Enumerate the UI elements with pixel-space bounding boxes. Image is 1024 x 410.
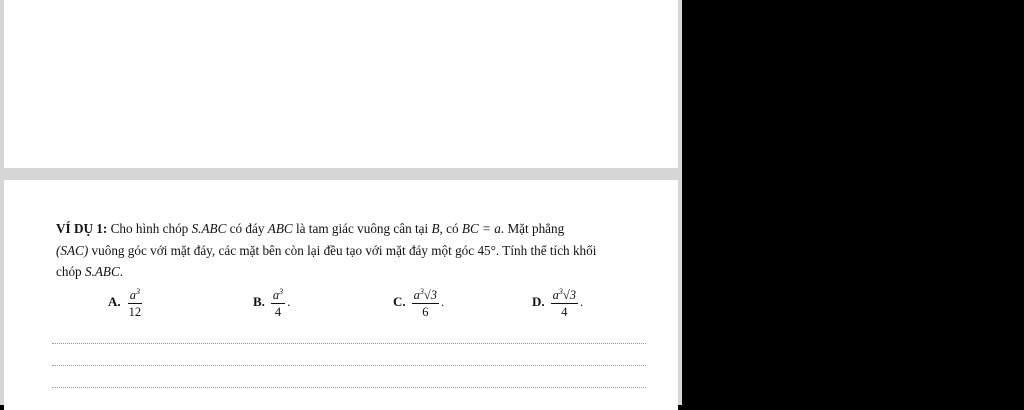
answer-fraction — [271, 284, 285, 320]
answer-line — [52, 343, 646, 344]
problem-text: vuông góc với mặt đáy, các mặt bên còn lại đều tạo với mặt đáy một góc — [88, 242, 478, 258]
exponent: 3 — [419, 287, 424, 296]
problem-label: VÍ DỤ 1: — [56, 221, 108, 236]
answer-letter: C. — [393, 294, 406, 310]
exponent: 3 — [136, 287, 141, 296]
denominator: 4 — [561, 305, 568, 320]
math-term: ABC — [267, 221, 293, 236]
math-term: S.ABC — [84, 264, 120, 279]
problem-text: . Tính thể tích khối — [495, 242, 597, 258]
black-panel — [682, 0, 1024, 405]
answer-fraction — [551, 284, 578, 320]
numerator-base: a — [413, 288, 420, 303]
math-term: S.ABC — [191, 221, 227, 236]
answer-end: . — [441, 294, 445, 310]
problem-text: là tam giác vuông cân tại — [292, 221, 432, 236]
problem-text: Cho hình chóp — [110, 221, 192, 236]
problem-text: chóp — [56, 264, 85, 279]
problem-text: . Mặt phẳng — [500, 221, 565, 236]
problem-text: , có — [439, 221, 462, 236]
answer-fraction — [412, 284, 439, 320]
answer-end: . — [580, 294, 584, 310]
answer-end: . — [287, 294, 291, 310]
previous-page — [4, 0, 678, 168]
answer-option-b[interactable] — [253, 284, 290, 320]
answer-choices — [108, 284, 628, 330]
answer-line — [52, 365, 646, 366]
square-root: √3 — [562, 288, 577, 303]
numerator-base: a — [552, 288, 559, 303]
exponent: 3 — [558, 287, 563, 296]
answer-option-a[interactable] — [108, 284, 143, 320]
denominator: 6 — [422, 305, 429, 320]
numerator-base: a — [129, 288, 137, 303]
exponent: 3 — [279, 287, 284, 296]
answer-letter: B. — [253, 294, 265, 310]
math-term: B — [431, 221, 440, 236]
answer-letter: A. — [108, 294, 121, 310]
math-term: BC = a — [461, 221, 501, 236]
denominator: 4 — [274, 305, 282, 320]
problem-text: có đáy — [226, 221, 268, 236]
answer-option-c[interactable] — [393, 284, 444, 320]
answer-fraction — [127, 284, 144, 320]
problem-text: . — [119, 264, 124, 279]
math-term: 45° — [477, 242, 496, 258]
answer-option-d[interactable] — [532, 284, 583, 320]
answer-line — [52, 387, 646, 388]
numerator-base: a — [272, 288, 280, 303]
denominator: 12 — [128, 305, 142, 320]
problem-statement — [56, 218, 636, 283]
square-root: √3 — [423, 288, 438, 303]
current-page — [4, 180, 678, 410]
answer-letter: D. — [532, 294, 545, 310]
math-term: (SAC) — [56, 242, 89, 258]
